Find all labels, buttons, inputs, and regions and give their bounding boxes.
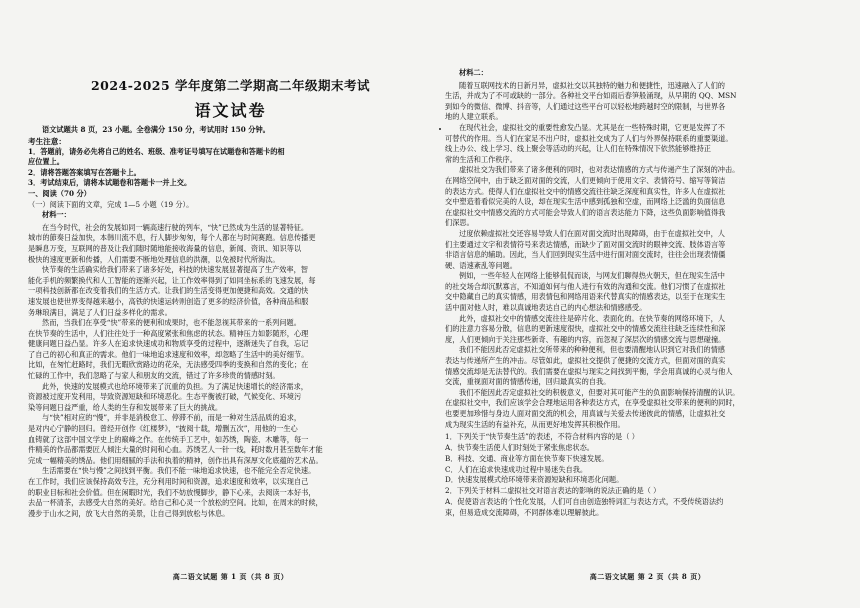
- text-line: 此外，虚拟社交中的情感交流往往是碎片化、表面化的。在快节奏的网络环境下，人: [459, 313, 725, 323]
- text-line: 染等问题日益严重，给人类的生存和发展带来了巨大的挑战。: [28, 402, 223, 412]
- text-line: 是对内心宁静的回归。曾经开创作《红楼梦》，“披阅十载，增删五次”，用他的一生心: [28, 424, 298, 434]
- page-2-footer: 高二语文试题 第 2 页（共 8 页）: [589, 572, 706, 581]
- text-line: 在网络空间中，由于缺乏面对面的交流，人们更倾向于使用文字、表情符号、缩写等简洁: [445, 175, 726, 185]
- text-line: 快节奏的生活确实给我们带来了诸多好处，科技的快速发展显著提高了生产效率，智: [42, 265, 308, 275]
- text-line: 们的注意力容易分散，信息的更新速度很快，虚拟社交中的情感交流往往缺乏连续性和深: [445, 324, 726, 334]
- exam-intro: 语文试题共 8 页，23 小题。全卷满分 150 分，考试用时 150 分钟。: [42, 125, 270, 134]
- exam-title: 2024-2025 学年度第二学期高二年级期末考试: [90, 78, 371, 93]
- text-line: 一项科技创新都在改变着我们的生活方式。让我们的生活变得更加便捷和高效。交通的快: [28, 286, 309, 296]
- text-line: 交流，重视面对面的情感传递，回归最真实的自我。: [445, 377, 611, 387]
- text-line: 能化手机的频繁换代和人工智能的逐渐兴起，让工作效率得到了如同坐标系的飞速发展，每: [28, 275, 316, 285]
- question-2-option-a: A．促使语言表达的个性化发展，人们可自由创造独特词汇与表达方式，不受传统语法约: [445, 496, 724, 506]
- page-2: [445, 60, 850, 600]
- text-line: 完成一幅精美的绣品。他们用细腻的手法和执着的精神，创作出具有深厚文化底蕴的艺术品。: [28, 455, 323, 465]
- text-line: 比如，在匆忙赶路时，我们无暇欣赏路边的花朵，无法感受四季的变换和自然的变化；在: [28, 360, 309, 370]
- question-1-option-c: C．人们在追求快速成功过程中易迷失自我。: [445, 464, 588, 474]
- text-line: 漫步于山水之间，放飞大自然的美景，让自己得到放松与休息。: [28, 508, 230, 518]
- text-line: 到如今的微信、微博、抖音等，人们通过这些平台可以轻松地跨越时空的限制，与世界各: [445, 101, 726, 111]
- text-line: 了自己的初心和真正的需求。他们一味地追求速度和效率，却忽略了生活中的美好细节。: [28, 349, 309, 359]
- text-line: 可替代的作用。当人们在家足不出户时，虚拟社交成为了人们与外界保持联系的重要渠道。: [445, 133, 733, 143]
- text-line: 在工作时，我们应该保持高效专注，充分利用时间和资源，追求速度和效率，以实现自己: [28, 477, 309, 486]
- text-line: 生活，并成为了不可或缺的一部分。各种社交平台如雨后春笋般涌现，从早期的 QQ、MSN: [445, 91, 737, 101]
- text-line: 务琳琅满目，满足了人们日益多样化的需求。: [28, 307, 172, 317]
- text-line: 速发展也使世界变得越来越小，高铁的快速运转则创造了更多的经济价值，各种商品和服: [28, 296, 309, 306]
- text-line: 在虚拟社交中，我们应该学会合理地运用各种表达方式，在享受虚拟社交带来的便利的同时，: [445, 398, 740, 408]
- question-2: 2．下列关于材料二虚拟社交对语言表达的影响的说法正确的是（ ）: [445, 486, 661, 496]
- text-line: 是瞬息万变，互联网的普及让我们随时随地能接收海量的信息，新闻、资讯、知识等以: [28, 243, 302, 253]
- questions-block: [445, 432, 850, 518]
- material-one-label: 材料一：: [42, 210, 71, 220]
- text-line: 线上办公、线上学习、线上聚会等活动的兴起，让人们在特殊情况下依然能够维持正: [445, 144, 711, 154]
- notice-2: 2．请将答题答案填写在答题卡上。: [28, 167, 141, 177]
- text-line: 表达与传递所产生的冲击。尽管如此，虚拟社交提供了便捷的交流方式，但面对面的真实: [445, 356, 726, 366]
- text-line: 城市的節奏日益加快，本韩川流不息，行人脚步匆匆，每个人都在与时间赛跑。信息传播更: [28, 233, 316, 243]
- text-line: 的职业目标和社会价值。但在闲暇时光，我们不妨放慢脚步，静下心来，去阅读一本好书，: [28, 487, 316, 497]
- text-line: 度，人们更倾向于关注那些新奇、有趣的内容，而忽视了深层次的情感交流与思想碰撞。: [445, 334, 726, 344]
- text-line: 件精美的作品都需要匠人倾注大量的时间和心血。苏绣艺人一针一线，耗时数月甚至数年才能: [28, 445, 323, 455]
- text-line: 常的生活和工作秩序。: [445, 154, 517, 164]
- material-one-text: [28, 223, 433, 520]
- text-line: 我们不能因此否定虚拟社交所带来的种种便利，但也要清醒地认识到它对我们的情感: [459, 345, 725, 355]
- text-line: 的社交场合却沉默寡言，不知道如何与他人进行有效的沟通和交流。他们习惯了在虚拟社: [445, 281, 726, 291]
- question-2-option-a-cont: 束，但易造成交流障碍，不同群体难以理解彼此。: [445, 507, 604, 517]
- text-line: 忙碌的工作中，我们忽略了与家人和朋友的交流，错过了许多珍贵的情感时刻。: [28, 371, 280, 381]
- text-line: 与“快”相对应的“慢”，并非是消极怠工、停滞不前，而是一种对生活品质的追求，: [42, 413, 302, 423]
- notice-3: 3．考试结束后，请将本试题卷和答题卡一并上交。: [28, 178, 192, 188]
- section-reading: 一、阅读（70 分）: [28, 188, 91, 198]
- text-line: 交中隐藏自己的真实情感，用表情包和网络用语来代替真实的情感表达，以至于在现实生: [445, 292, 726, 302]
- page-1-footer: 高二语文试题 第 1 页（共 8 页）: [172, 572, 289, 581]
- text-line: 资源被过度开发利用，导致资源短缺和环境恶化。生态平衡被打破，气候变化、环境污: [28, 392, 302, 402]
- material-two-text: [445, 81, 850, 431]
- text-line: 在虚拟社交中情感交流的方式可能会导致人们的语言表达能力下降，这些负面影响值得我: [445, 207, 726, 217]
- text-line: 过度依赖虚拟社交还容易导致人们在面对面交流时出现障碍，由于在虚拟社交中，人: [459, 228, 725, 238]
- subsection-1: （一）阅读下面的文章，完成 1—5 小题（19 分）。: [28, 199, 194, 209]
- notice-1: 1．答题前，请务必先将自己的姓名、班级、准考证号填写在试题卷和答题卡的相: [28, 146, 285, 156]
- text-line: 也要更加珍惜与身边人面对面交流的机会，用真诚与关爱去传递彼此的情感，让虚拟社交: [445, 409, 726, 418]
- text-line: 去品一杯清茶，去感受大自然的美好。给自己和心灵一个放松的空间。比如，在周末的时候，: [28, 498, 323, 508]
- question-1-option-b: B．科技、交通、商业等方面在快节奏下快速发展。: [445, 453, 609, 463]
- text-line: 地的人建立联系。: [445, 112, 503, 122]
- text-line: 活中面对他人时，难以真诚地表达自己的内心想法和情感感受。: [445, 303, 647, 313]
- text-line: 在快节奏的生活中，人们往往处于一种高度紧张和焦虑的状态。精神压力如影随形，心理: [28, 328, 309, 338]
- text-line: 硬、语速紊乱等问题。: [445, 260, 517, 270]
- text-line: 成为现实生活的有益补充，从而更好地发挥其积极作用。: [445, 419, 625, 429]
- text-line: 的表达方式。使得人们在虚拟社交中的情感交流往往缺乏深度和真实性，许多人在虚拟社: [445, 186, 726, 196]
- notice-heading: 考生注意：: [28, 136, 66, 146]
- text-line: 生活需要在“快与慢”之间找到平衡。我们不能一味地追求快速，也不能完全否定快速。: [42, 466, 316, 476]
- subject-title: 语文试卷: [194, 101, 267, 120]
- text-line: 在当今时代，社会的发展如同一辆高速行驶的列车，“快”已然成为生活的显著特征。: [42, 222, 309, 232]
- notice-1-cont: 应位置上。: [28, 157, 64, 167]
- text-line: 血铸就了这部中国文学史上的巅峰之作。在传统手工艺中，如苏绣，陶瓷、木雕等，每一: [28, 434, 309, 444]
- scan-speck: [439, 128, 441, 130]
- text-line: 交中塑造着看似完美的人设，却在现实生活中感到孤独和空虚，而网络上泛滥的负面信息: [445, 197, 726, 207]
- text-line: 在现代社会，虚拟社交的重要性愈发凸显。尤其是在一些特殊时期，它更是发挥了不: [459, 122, 725, 132]
- text-line: 非语言信息的辅助。因此，当人们回到现实生活中进行面对面交流时，往往会出现表情僵: [445, 250, 726, 260]
- text-line: 们主要通过文字和表情符号来表达情感，而缺少了面对面交流时的眼神交流、肢体语言等: [445, 239, 726, 249]
- text-line: 极快的速度更新和传播，人们需要不断地处理信息的洪潮，以免被时代所淘汰。: [28, 254, 280, 264]
- question-1: 1．下列关于“快节奏生活”的表述，不符合材料内容的是（ ）: [445, 432, 639, 442]
- question-1-option-a: A．快节奏生活使人们时刻处于紧张焦虑状态。: [445, 442, 594, 452]
- question-1-option-d: D．快速发展模式给环境带来资源短缺和环境恶化问题。: [445, 475, 624, 485]
- page-1: [28, 60, 433, 600]
- text-line: 虚拟社交为我们带来了诸多便利的同时，也对表达情感的方式与传递产生了深刻的冲击。: [459, 165, 740, 175]
- material-two-label: 材料二：: [459, 68, 488, 77]
- text-line: 例如，一些年轻人在网络上能够侃侃而谈，与网友们聊得热火朝天，但在现实生活中: [459, 271, 725, 281]
- text-line: 健康问题日益凸显。许多人在追求快速成功和物质享受的过程中，逐渐迷失了自我，忘记: [28, 339, 309, 349]
- text-line: 我们不能因此否定虚拟社交的积极意义，但要对其可能产生的负面影响保持清醒的认识。: [459, 387, 740, 397]
- text-line: 然而，当我们在享受“快”带来的便利和成果时，也不能忽视其带来的一系列问题。: [42, 318, 301, 328]
- text-line: 随着互联网技术的日新月异，虚拟社交以其独特的魅力和便捷性，迅速融入了人们的: [459, 80, 725, 90]
- text-line: 此外，快速的发展模式也给环境带来了沉重的负担。为了满足快速增长的经济需求，: [42, 381, 308, 391]
- text-line: 情感交流却是无法替代的。我们需要在虚拟与现实之间找到平衡，学会用真诚的心灵与他人: [445, 366, 733, 376]
- text-line: 们深思。: [445, 218, 474, 228]
